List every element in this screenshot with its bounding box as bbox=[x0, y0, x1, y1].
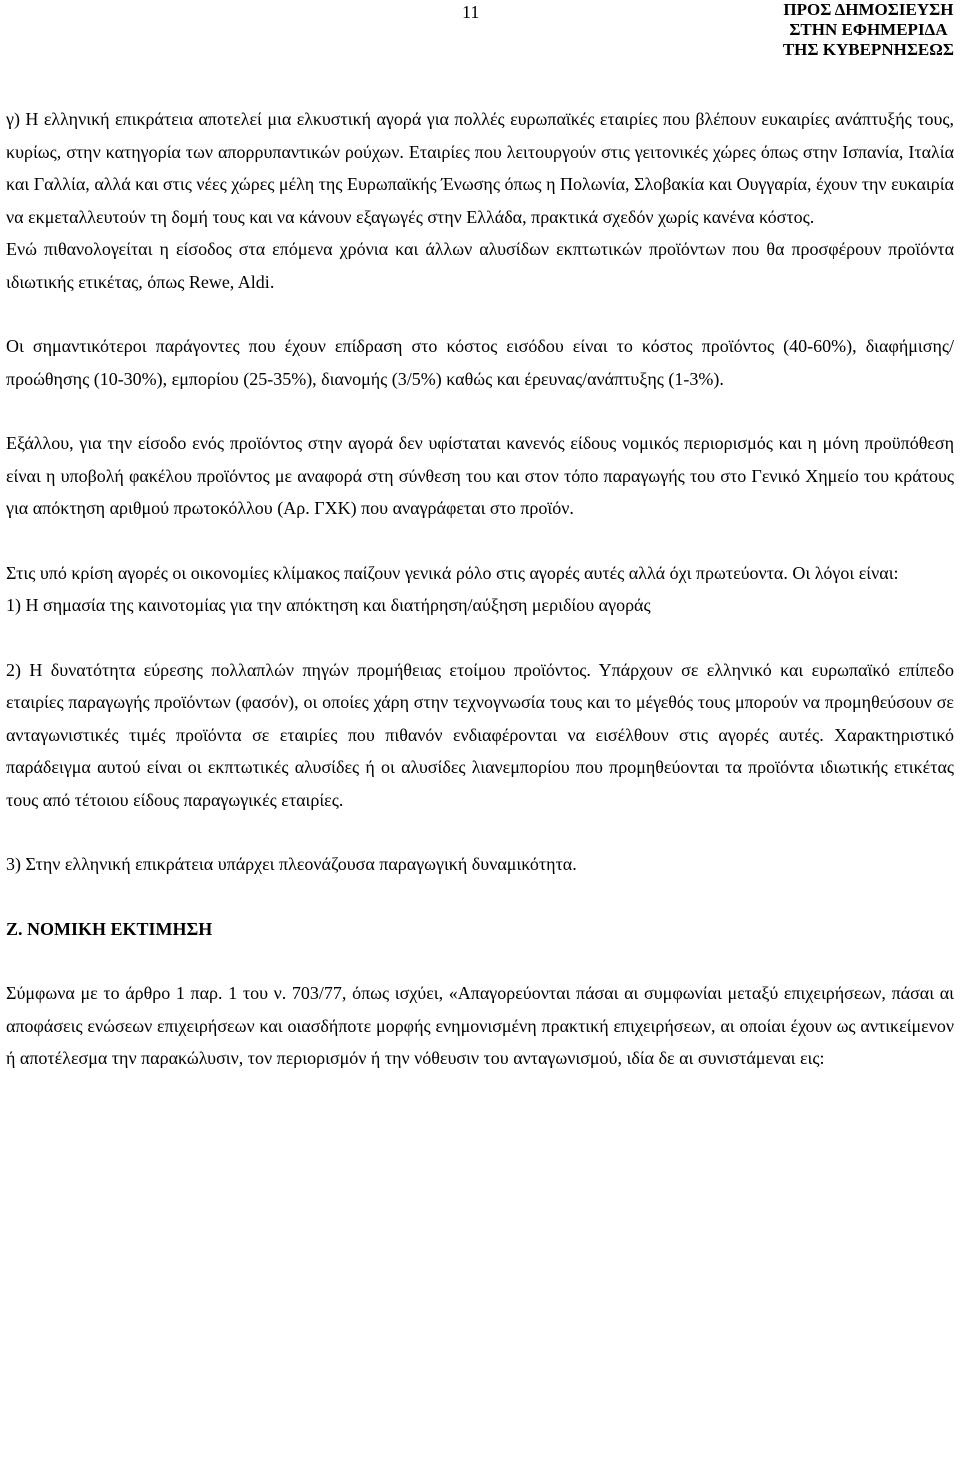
section-heading: Ζ. ΝΟΜΙΚΗ ΕΚΤΙΜΗΣΗ bbox=[6, 918, 213, 939]
paragraph-reason-3: 3) Στην ελληνική επικράτεια υπάρχει πλεονάζουσα παραγωγική δυναμικότητα. bbox=[6, 854, 577, 874]
paragraph-reason-1: 1) Η σημασία της καινοτομίας για την απόκτηση και διατήρηση/αύξηση μεριδίου αγοράς bbox=[6, 595, 651, 615]
paragraph-reason-2: 2) Η δυνατότητα εύρεσης πολλαπλών πηγών προμήθειας ετοίμου προϊόντος. Υπάρχουν σε ελληνικό και ευρωπαϊκό επίπεδο εταιρίες παραγωγής προϊόντων (φασόν), οι οποίες χάρη στην τεχνογνωσία τους και το μέγεθός τους μπορούν να προμηθεύσουν σε ανταγωνιστικές τιμές προϊόντα σε εταιρίες που πιθανόν ενδιαφέρονται να εισέλθουν στις αγορές αυτές. Χαρακτηριστικό παράδειγμα αυτού είναι οι εκπτωτικές αλυσίδες ή οι αλυσίδες λιανεμπορίου που προμηθεύονται τα προϊόντα ιδιωτικής ετικέτας τους από τέτοιου είδους παραγωγικές εταιρίες. bbox=[6, 659, 954, 810]
paragraph-discount-chains: Ενώ πιθανολογείται η είσοδος στα επόμενα χρόνια και άλλων αλυσίδων εκπτωτικών προϊόντων που θα προσφέρουν προϊόντα ιδιωτικής ετικέτας, όπως Rewe, Aldi. bbox=[6, 239, 954, 292]
paragraph-legal-article: Σύμφωνα με το άρθρο 1 παρ. 1 του ν. 703/77, όπως ισχύει, «Απαγορεύονται πάσαι αι συμφωνίαι μεταξύ επιχειρήσεων, πάσαι αι αποφάσεις ενώσεων επιχειρήσεων και οιασδήποτε μορφής ενημονισμένη πρακτική επιχειρήσεων, αι οποίαι έχουν ως αντικείμενον ή αποτέλεσμα την παρακώλυσιν, τον περιορισμόν ή την νόθευσιν του ανταγωνισμού, ιδία δε αι συνιστάμεναι εις: bbox=[6, 983, 954, 1068]
paragraph-economies-of-scale: Στις υπό κρίση αγορές οι οικονομίες κλίμακος παίζουν γενικά ρόλο στις αγορές αυτές αλλά όχι πρωτεύοντα. Οι λόγοι είναι: bbox=[6, 562, 899, 583]
page-number: 11 bbox=[462, 2, 480, 22]
publication-note bbox=[783, 0, 954, 60]
publication-note-line: ΣΤΗΝ ΕΦΗΜΕΡΙΔΑ bbox=[789, 20, 948, 39]
paragraph-entry-cost-factors: Οι σημαντικότεροι παράγοντες που έχουν επίδραση στο κόστος εισόδου είναι το κόστος προϊόντος (40-60%), διαφήμισης/προώθησης (10-30%), εμπορίου (25-35%), διανομής (3/5%) καθώς και έρευνας/ανάπτυξης (1-3%). bbox=[6, 336, 954, 389]
publication-note-line: ΤΗΣ ΚΥΒΕΡΝΗΣΕΩΣ bbox=[782, 40, 954, 59]
document-body bbox=[6, 103, 954, 1075]
paragraph-legal-entry: Εξάλλου, για την είσοδο ενός προϊόντος στην αγορά δεν υφίσταται κανενός είδους νομικός περιορισμός και η μόνη προϋπόθεση είναι η υποβολή φακέλου προϊόντος με αναφορά στη σύνθεση του και στον τόπο παραγωγής του στο Γενικό Χημείο του κράτους για απόκτηση αριθμού πρωτοκόλλου (Αρ. ΓΧΚ) που αναγράφεται στο προϊόν. bbox=[6, 433, 954, 518]
paragraph-market-attractiveness: γ) Η ελληνική επικράτεια αποτελεί μια ελκυστική αγορά για πολλές ευρωπαϊκές εταιρίες που βλέπουν ευκαιρίες ανάπτυξής τους, κυρίως, στην κατηγορία των απορρυπαντικών ρούχων. Εταιρίες που λειτουργούν στις γειτονικές χώρες όπως στην Ισπανία, Ιταλία και Γαλλία, αλλά και στις νέες χώρες μέλη της Ευρωπαϊκής Ένωσης όπως η Πολωνία, Σλοβακία και Ουγγαρία, έχουν την ευκαιρία να εκμεταλλευτούν τη δομή τους και να κάνουν εξαγωγές στην Ελλάδα, πρακτικά σχεδόν χωρίς κανένα κόστος. bbox=[6, 109, 954, 227]
publication-note-line: ΠΡΟΣ ΔΗΜΟΣΙΕΥΣΗ bbox=[783, 0, 954, 19]
